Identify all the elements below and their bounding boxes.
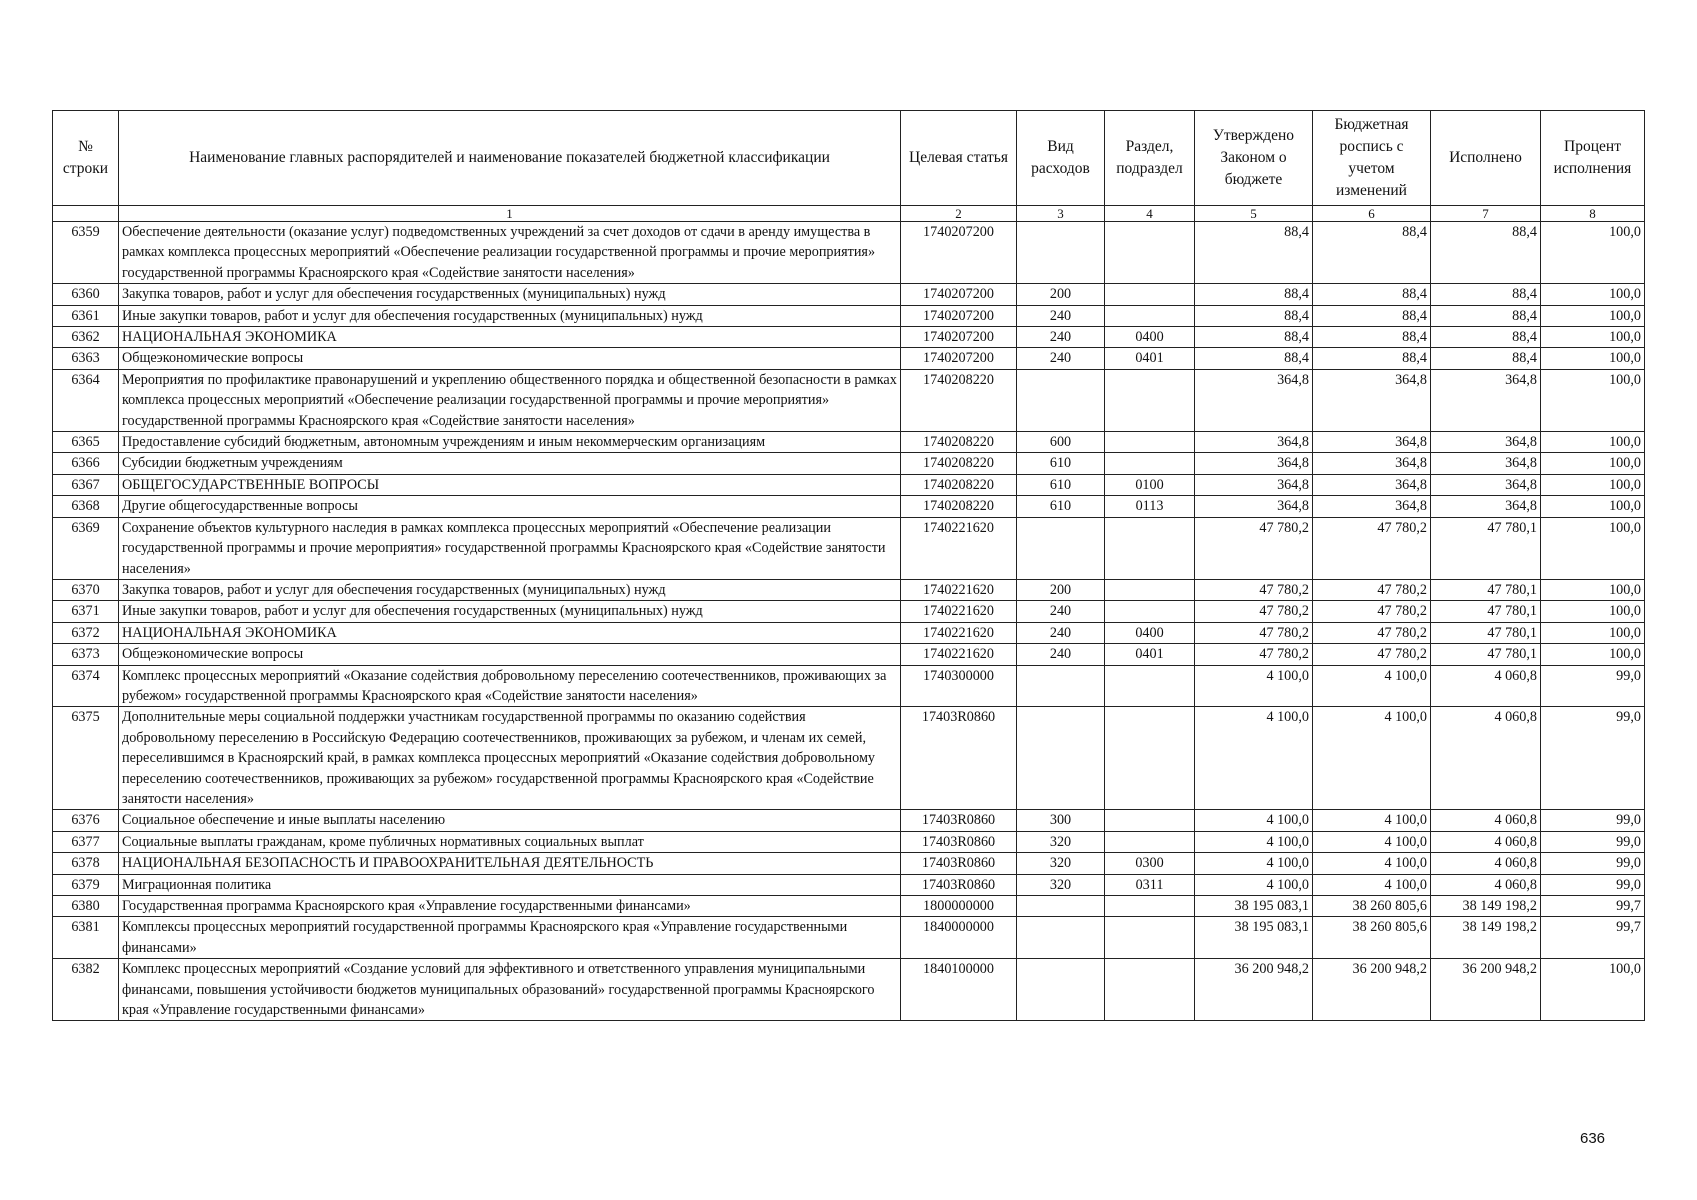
percent-cell: 99,7 [1541,896,1645,917]
expense-type-cell: 610 [1017,474,1105,495]
section-cell [1105,831,1195,852]
row-number-cell: 6360 [53,284,119,305]
header-section: Раздел, подраздел [1105,111,1195,206]
expense-type-cell [1017,917,1105,959]
row-number-cell: 6373 [53,644,119,665]
executed-cell: 88,4 [1431,305,1541,326]
row-name-cell: Комплекс процессных мероприятий «Оказание содействия добровольному переселению соотечественников, проживающих за рубежом» государственной программы Красноярского края «Содействие занятости населения» [119,665,901,707]
executed-cell: 36 200 948,2 [1431,959,1541,1021]
schedule-cell: 38 260 805,6 [1313,917,1431,959]
row-number-cell: 6361 [53,305,119,326]
expense-type-cell: 300 [1017,810,1105,831]
row-number-cell: 6359 [53,222,119,284]
expense-type-cell: 600 [1017,432,1105,453]
approved-cell: 88,4 [1195,327,1313,348]
expense-type-cell: 240 [1017,601,1105,622]
page-number: 636 [1580,1130,1606,1147]
expense-type-cell [1017,369,1105,431]
row-name-cell: Социальное обеспечение и иные выплаты населению [119,810,901,831]
executed-cell: 47 780,1 [1431,517,1541,579]
column-number: 6 [1313,206,1431,222]
section-cell: 0300 [1105,853,1195,874]
row-number-cell: 6380 [53,896,119,917]
approved-cell: 88,4 [1195,305,1313,326]
executed-cell: 364,8 [1431,432,1541,453]
executed-cell: 88,4 [1431,284,1541,305]
row-name-cell: Комплексы процессных мероприятий государственной программы Красноярского края «Управление государственными финансами» [119,917,901,959]
target-article-cell: 1740221620 [901,644,1017,665]
approved-cell: 47 780,2 [1195,601,1313,622]
percent-cell: 100,0 [1541,432,1645,453]
table-row [53,853,1645,874]
table-row [53,665,1645,707]
expense-type-cell: 200 [1017,284,1105,305]
column-number-blank [53,206,119,222]
approved-cell: 364,8 [1195,474,1313,495]
approved-cell: 4 100,0 [1195,665,1313,707]
approved-cell: 364,8 [1195,453,1313,474]
expense-type-cell: 320 [1017,831,1105,852]
table-row [53,579,1645,600]
percent-cell: 100,0 [1541,622,1645,643]
target-article-cell: 1740207200 [901,222,1017,284]
budget-table-sheet [52,110,1644,1021]
row-number-cell: 6375 [53,707,119,810]
schedule-cell: 38 260 805,6 [1313,896,1431,917]
column-number: 7 [1431,206,1541,222]
approved-cell: 47 780,2 [1195,622,1313,643]
approved-cell: 36 200 948,2 [1195,959,1313,1021]
table-row [53,622,1645,643]
column-number: 5 [1195,206,1313,222]
percent-cell: 100,0 [1541,327,1645,348]
row-number-cell: 6368 [53,496,119,517]
percent-cell: 100,0 [1541,453,1645,474]
section-cell: 0401 [1105,348,1195,369]
table-row [53,601,1645,622]
table-row [53,369,1645,431]
table-row [53,305,1645,326]
column-number: 2 [901,206,1017,222]
target-article-cell: 1740221620 [901,601,1017,622]
percent-cell: 100,0 [1541,496,1645,517]
row-number-cell: 6367 [53,474,119,495]
target-article-cell: 1800000000 [901,896,1017,917]
approved-cell: 88,4 [1195,348,1313,369]
row-number-cell: 6381 [53,917,119,959]
expense-type-cell [1017,707,1105,810]
approved-cell: 4 100,0 [1195,853,1313,874]
section-cell [1105,305,1195,326]
row-number-cell: 6364 [53,369,119,431]
header-approved: Утверждено Законом о бюджете [1195,111,1313,206]
row-name-cell: Дополнительные меры социальной поддержки участникам государственной программы по оказанию содействия добровольному переселению в Российскую Федерацию соотечественников, проживающих за рубежом, и членам их семей, переселившимся в Красноярский край, в рамках комплекса процессных мероприятий «Оказание содействия добровольному переселению соотечественников, проживающих за рубежом» государственной программы Красноярского края «Содействие занятости населения» [119,707,901,810]
schedule-cell: 88,4 [1313,222,1431,284]
target-article-cell: 17403R0860 [901,810,1017,831]
executed-cell: 38 149 198,2 [1431,917,1541,959]
approved-cell: 4 100,0 [1195,707,1313,810]
approved-cell: 38 195 083,1 [1195,896,1313,917]
row-number-cell: 6374 [53,665,119,707]
column-number: 3 [1017,206,1105,222]
target-article-cell: 1740207200 [901,348,1017,369]
table-row [53,896,1645,917]
schedule-cell: 364,8 [1313,453,1431,474]
schedule-cell: 88,4 [1313,284,1431,305]
row-number-cell: 6363 [53,348,119,369]
schedule-cell: 4 100,0 [1313,874,1431,895]
budget-table [52,110,1645,1021]
header-percent: Процент исполнения [1541,111,1645,206]
row-name-cell: ОБЩЕГОСУДАРСТВЕННЫЕ ВОПРОСЫ [119,474,901,495]
percent-cell: 100,0 [1541,305,1645,326]
percent-cell: 100,0 [1541,348,1645,369]
table-row [53,453,1645,474]
target-article-cell: 1840100000 [901,959,1017,1021]
row-number-cell: 6370 [53,579,119,600]
expense-type-cell: 200 [1017,579,1105,600]
header-name: Наименование главных распорядителей и наименование показателей бюджетной классификации [119,111,901,206]
target-article-cell: 17403R0860 [901,874,1017,895]
percent-cell: 100,0 [1541,579,1645,600]
section-cell [1105,453,1195,474]
row-name-cell: Субсидии бюджетным учреждениям [119,453,901,474]
schedule-cell: 4 100,0 [1313,831,1431,852]
expense-type-cell [1017,665,1105,707]
row-name-cell: Закупка товаров, работ и услуг для обеспечения государственных (муниципальных) нужд [119,284,901,305]
table-row [53,831,1645,852]
section-cell [1105,432,1195,453]
table-row [53,327,1645,348]
target-article-cell: 1740208220 [901,453,1017,474]
executed-cell: 364,8 [1431,496,1541,517]
expense-type-cell [1017,896,1105,917]
row-number-cell: 6369 [53,517,119,579]
schedule-cell: 47 780,2 [1313,517,1431,579]
percent-cell: 99,0 [1541,665,1645,707]
percent-cell: 100,0 [1541,369,1645,431]
target-article-cell: 1740208220 [901,369,1017,431]
expense-type-cell: 240 [1017,348,1105,369]
approved-cell: 4 100,0 [1195,831,1313,852]
schedule-cell: 364,8 [1313,432,1431,453]
section-cell: 0400 [1105,327,1195,348]
percent-cell: 99,0 [1541,831,1645,852]
section-cell [1105,369,1195,431]
approved-cell: 88,4 [1195,222,1313,284]
row-name-cell: Миграционная политика [119,874,901,895]
section-cell [1105,601,1195,622]
executed-cell: 47 780,1 [1431,601,1541,622]
executed-cell: 364,8 [1431,453,1541,474]
approved-cell: 4 100,0 [1195,874,1313,895]
table-body [53,222,1645,1021]
executed-cell: 4 060,8 [1431,707,1541,810]
row-number-cell: 6371 [53,601,119,622]
percent-cell: 99,0 [1541,874,1645,895]
target-article-cell: 1840000000 [901,917,1017,959]
approved-cell: 364,8 [1195,369,1313,431]
column-number: 1 [119,206,901,222]
expense-type-cell: 610 [1017,453,1105,474]
section-cell [1105,665,1195,707]
row-name-cell: НАЦИОНАЛЬНАЯ ЭКОНОМИКА [119,622,901,643]
row-number-cell: 6362 [53,327,119,348]
approved-cell: 47 780,2 [1195,517,1313,579]
row-name-cell: Общеэкономические вопросы [119,348,901,369]
schedule-cell: 88,4 [1313,305,1431,326]
schedule-cell: 47 780,2 [1313,579,1431,600]
section-cell [1105,810,1195,831]
target-article-cell: 1740208220 [901,432,1017,453]
approved-cell: 47 780,2 [1195,644,1313,665]
percent-cell: 100,0 [1541,222,1645,284]
expense-type-cell: 240 [1017,305,1105,326]
percent-cell: 99,0 [1541,810,1645,831]
executed-cell: 88,4 [1431,222,1541,284]
percent-cell: 100,0 [1541,284,1645,305]
percent-cell: 100,0 [1541,474,1645,495]
row-name-cell: Другие общегосударственные вопросы [119,496,901,517]
executed-cell: 38 149 198,2 [1431,896,1541,917]
approved-cell: 364,8 [1195,432,1313,453]
section-cell [1105,284,1195,305]
column-number-row [53,206,1645,222]
table-row [53,474,1645,495]
target-article-cell: 1740207200 [901,284,1017,305]
expense-type-cell: 240 [1017,622,1105,643]
schedule-cell: 4 100,0 [1313,707,1431,810]
target-article-cell: 17403R0860 [901,831,1017,852]
executed-cell: 88,4 [1431,327,1541,348]
target-article-cell: 1740300000 [901,665,1017,707]
executed-cell: 4 060,8 [1431,831,1541,852]
section-cell [1105,896,1195,917]
executed-cell: 4 060,8 [1431,810,1541,831]
column-number: 4 [1105,206,1195,222]
expense-type-cell: 610 [1017,496,1105,517]
row-name-cell: Сохранение объектов культурного наследия в рамках комплекса процессных мероприятий «Обеспечение реализации государственной программы и прочие мероприятия» государственной программы Красноярского края «Содействие занятости населения» [119,517,901,579]
approved-cell: 38 195 083,1 [1195,917,1313,959]
schedule-cell: 36 200 948,2 [1313,959,1431,1021]
table-row [53,222,1645,284]
table-row [53,707,1645,810]
expense-type-cell [1017,222,1105,284]
percent-cell: 100,0 [1541,959,1645,1021]
section-cell [1105,959,1195,1021]
expense-type-cell [1017,959,1105,1021]
target-article-cell: 1740221620 [901,579,1017,600]
approved-cell: 88,4 [1195,284,1313,305]
row-number-cell: 6365 [53,432,119,453]
schedule-cell: 4 100,0 [1313,665,1431,707]
section-cell [1105,707,1195,810]
table-row [53,348,1645,369]
expense-type-cell: 320 [1017,853,1105,874]
section-cell [1105,917,1195,959]
target-article-cell: 1740208220 [901,474,1017,495]
row-name-cell: НАЦИОНАЛЬНАЯ ЭКОНОМИКА [119,327,901,348]
executed-cell: 47 780,1 [1431,579,1541,600]
expense-type-cell: 320 [1017,874,1105,895]
row-name-cell: Социальные выплаты гражданам, кроме публичных нормативных социальных выплат [119,831,901,852]
schedule-cell: 88,4 [1313,348,1431,369]
executed-cell: 364,8 [1431,474,1541,495]
row-number-cell: 6382 [53,959,119,1021]
schedule-cell: 88,4 [1313,327,1431,348]
table-row [53,496,1645,517]
header-target-article: Целевая статья [901,111,1017,206]
approved-cell: 4 100,0 [1195,810,1313,831]
executed-cell: 88,4 [1431,348,1541,369]
section-cell [1105,222,1195,284]
row-name-cell: Иные закупки товаров, работ и услуг для обеспечения государственных (муниципальных) нужд [119,305,901,326]
section-cell: 0311 [1105,874,1195,895]
schedule-cell: 47 780,2 [1313,622,1431,643]
row-name-cell: Государственная программа Красноярского края «Управление государственными финансами» [119,896,901,917]
row-number-cell: 6372 [53,622,119,643]
section-cell: 0401 [1105,644,1195,665]
percent-cell: 99,0 [1541,853,1645,874]
row-name-cell: Мероприятия по профилактике правонарушений и укреплению общественного порядка и общественной безопасности в рамках комплекса процессных мероприятий «Обеспечение реализации государственной программы и прочие мероприятия» государственной программы Красноярского края «Содействие занятости населения» [119,369,901,431]
percent-cell: 100,0 [1541,517,1645,579]
percent-cell: 100,0 [1541,601,1645,622]
row-name-cell: Закупка товаров, работ и услуг для обеспечения государственных (муниципальных) нужд [119,579,901,600]
schedule-cell: 364,8 [1313,474,1431,495]
target-article-cell: 17403R0860 [901,707,1017,810]
expense-type-cell: 240 [1017,327,1105,348]
row-number-cell: 6377 [53,831,119,852]
table-row [53,959,1645,1021]
percent-cell: 100,0 [1541,644,1645,665]
section-cell: 0400 [1105,622,1195,643]
table-header-row [53,111,1645,206]
approved-cell: 364,8 [1195,496,1313,517]
column-number: 8 [1541,206,1645,222]
executed-cell: 4 060,8 [1431,874,1541,895]
executed-cell: 47 780,1 [1431,622,1541,643]
header-expense-type: Вид расходов [1017,111,1105,206]
table-row [53,432,1645,453]
schedule-cell: 47 780,2 [1313,601,1431,622]
table-row [53,517,1645,579]
table-row [53,810,1645,831]
target-article-cell: 1740207200 [901,327,1017,348]
target-article-cell: 1740221620 [901,517,1017,579]
expense-type-cell [1017,517,1105,579]
expense-type-cell: 240 [1017,644,1105,665]
row-number-cell: 6378 [53,853,119,874]
target-article-cell: 1740221620 [901,622,1017,643]
schedule-cell: 4 100,0 [1313,810,1431,831]
schedule-cell: 364,8 [1313,369,1431,431]
target-article-cell: 1740207200 [901,305,1017,326]
table-row [53,644,1645,665]
section-cell [1105,517,1195,579]
row-number-cell: 6376 [53,810,119,831]
header-budget-schedule: Бюджетная роспись с учетом изменений [1313,111,1431,206]
executed-cell: 47 780,1 [1431,644,1541,665]
table-row [53,874,1645,895]
executed-cell: 4 060,8 [1431,665,1541,707]
section-cell: 0113 [1105,496,1195,517]
executed-cell: 364,8 [1431,369,1541,431]
row-number-cell: 6366 [53,453,119,474]
schedule-cell: 4 100,0 [1313,853,1431,874]
header-executed: Исполнено [1431,111,1541,206]
schedule-cell: 364,8 [1313,496,1431,517]
target-article-cell: 17403R0860 [901,853,1017,874]
percent-cell: 99,7 [1541,917,1645,959]
table-row [53,284,1645,305]
target-article-cell: 1740208220 [901,496,1017,517]
header-row-number: № строки [53,111,119,206]
table-row [53,917,1645,959]
row-name-cell: Обеспечение деятельности (оказание услуг) подведомственных учреждений за счет доходов от сдачи в аренду имущества в рамках комплекса процессных мероприятий «Обеспечение реализации государственной программы и прочие мероприятия» государственной программы Красноярского края «Содействие занятости населения» [119,222,901,284]
approved-cell: 47 780,2 [1195,579,1313,600]
schedule-cell: 47 780,2 [1313,644,1431,665]
row-number-cell: 6379 [53,874,119,895]
section-cell: 0100 [1105,474,1195,495]
executed-cell: 4 060,8 [1431,853,1541,874]
percent-cell: 99,0 [1541,707,1645,810]
row-name-cell: Комплекс процессных мероприятий «Создание условий для эффективного и ответственного управления муниципальными финансами, повышения устойчивости бюджетов муниципальных образований» государственной программы Красноярского края «Управление государственными финансами» [119,959,901,1021]
row-name-cell: Иные закупки товаров, работ и услуг для обеспечения государственных (муниципальных) нужд [119,601,901,622]
section-cell [1105,579,1195,600]
row-name-cell: НАЦИОНАЛЬНАЯ БЕЗОПАСНОСТЬ И ПРАВООХРАНИТЕЛЬНАЯ ДЕЯТЕЛЬНОСТЬ [119,853,901,874]
row-name-cell: Предоставление субсидий бюджетным, автономным учреждениям и иным некоммерческим организациям [119,432,901,453]
row-name-cell: Общеэкономические вопросы [119,644,901,665]
